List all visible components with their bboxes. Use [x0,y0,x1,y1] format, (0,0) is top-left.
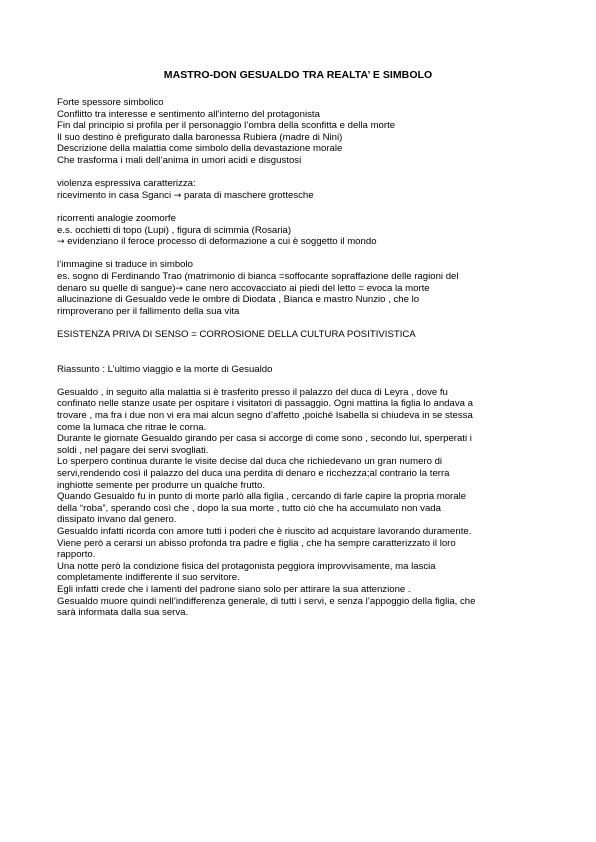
paragraph-gap [57,375,547,387]
text-line: dissipato invano dal genero. [57,514,177,526]
text-line: Una notte però la condizione fisica del protagonista peggiora improvvisamente, ma lascia [57,560,436,572]
text-line: Forte spessore simbolico [57,97,164,108]
text-fragment: parata di maschere grottesche [181,189,314,201]
text-line: Descrizione della malattia come simbolo della devastazione morale [57,143,343,155]
paragraph-gap [57,317,547,329]
text-line: trovare , ma fra i due non vi era mai alcun segno d’affetto ,poiché Isabella si chiudeva in se stessa [57,410,473,422]
section-symbolic-density [57,97,547,167]
text-line: come la lumaca che ritrae le corna. [57,421,207,433]
paragraph-gap [57,248,547,260]
paragraph-gap [57,201,547,213]
text-line: violenza espressiva caratterizza: [57,178,196,190]
arrow-right-icon: → [57,237,65,248]
text-line: ESISTENZA PRIVA DI SENSO = CORROSIONE DELLA CULTURA POSITIVISTICA [57,328,416,340]
text-line: Egli infatti crede che i lamenti del padrone siano solo per attirare la sua attenzione . [57,583,411,595]
text-fragment: ricevimento in casa Sganci [57,189,174,201]
section-image-as-symbol [57,259,547,317]
text-line: Lo sperpero continua durante le visite decise dal duca che richiedevano un gran numero di [57,456,443,468]
text-line: Fin dal principio si profila per il personaggio l’ombra della sconfitta e della morte [57,120,396,132]
text-line [57,283,547,295]
text-line [57,236,547,248]
text-line: soldi , nel pagare dei servi svogliati. [57,444,209,456]
arrow-right-icon: → [175,283,183,294]
text-line: e.s. occhietti di topo (Lupi) , figura di scimmia (Rosaria) [57,224,292,236]
arrow-right-icon: → [173,190,182,201]
paragraph-gap [57,340,547,363]
text-fragment: denaro su quelle di sangue) [57,282,176,294]
text-line: servi,rendendo così il palazzo del duca una perdita di denaro e ricchezza;al contrario la terra [57,468,450,479]
text-fragment: evidenziano il feroce processo di deformazione a cui è soggetto il mondo [64,236,377,248]
text-fragment: cane nero accovacciato ai piedi del letto = evoca la morte [182,282,430,294]
text-line: ricorrenti analogie zoomorfe [57,212,176,224]
text-line: es. sogno di Ferdinando Trao (matrimonio di bianca =soffocante sopraffazione delle ragioni del [57,270,459,282]
text-line: confinato nelle stanze usate per ospitare i visitatori di passaggio. Ogni mattina la figlia lo andava a [57,398,473,410]
text-line: inghiotte semente per produrre un qualche frutto. [57,479,265,491]
section-summary [57,364,547,619]
text-line: Gesualdo muore quindi nell’indifferenza generale, di tutti i servi, e senza l’appoggio della figlia, che [57,595,476,607]
section-conclusion [57,329,547,341]
section-expressive-violence [57,178,547,201]
document-body [57,97,547,619]
text-line: Quando Gesualdo fu in punto di morte parlò alla figlia , cercando di farle capire la propria morale [57,491,467,503]
text-line: della “roba”, sperando così che , dopo la sua morte , tutto ciò che ha accumulato non vada [57,502,441,514]
text-line: allucinazione di Gesualdo vede le ombre di Diodata , Bianca e mastro Nunzio , che lo [57,294,420,306]
text-line: rapporto. [57,549,96,561]
text-line: Che trasforma i mali dell’anima in umori acidi e disgustosi [57,154,302,166]
paragraph-gap [57,167,547,179]
summary-heading: Riassunto : L’ultimo viaggio e la morte di Gesualdo [57,363,273,375]
text-line [57,190,547,202]
text-line: Gesualdo , in seguito alla malattia si è trasferito presso il palazzo del duca di Leyra , dove fu [57,386,448,398]
text-line: l’immagine si traduce in simbolo [57,259,193,271]
text-line: rimproverano per il fallimento della sua vita [57,305,240,317]
text-line: Durante le giornate Gesualdo girando per casa si accorge di come sono , secondo lui, sperperati i [57,433,472,445]
text-line: Viene però a cerarsi un abisso profonda tra padre e figlia , che ha sempre caratterizzato il loro [57,537,456,549]
text-line: Il suo destino è prefigurato dalla baronessa Rubiera (madre di Nini) [57,131,343,143]
text-line: Conflitto tra interesse e sentimento all’interno del protagonista [57,108,320,120]
document-title: MASTRO-DON GESUALDO TRA REALTA’ E SIMBOLO [163,69,433,81]
text-line: Gesualdo infatti ricorda con amore tutti i poderi che è riuscito ad acquistare lavorando duramente. [57,525,472,537]
section-zoomorphic-analogies [57,213,547,248]
text-line: sarà informata dalla sua serva. [57,607,189,619]
text-line: completamente indifferente il suo servitore. [57,572,240,584]
